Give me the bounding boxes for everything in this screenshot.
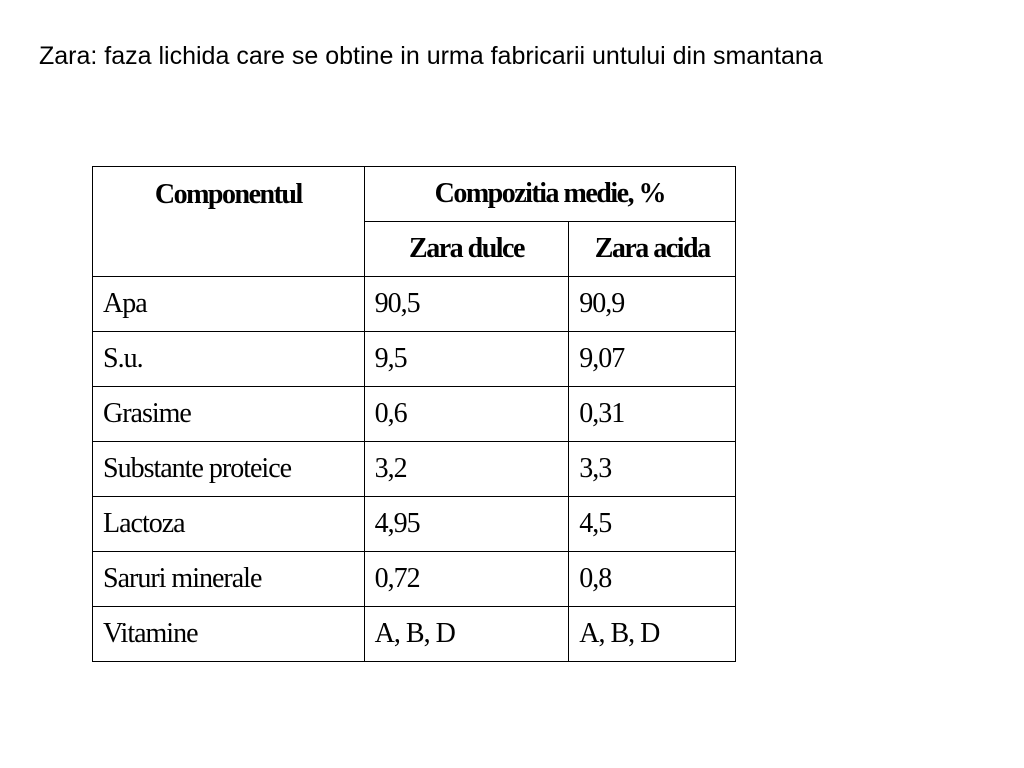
cell-component: Saruri minerale (93, 552, 365, 607)
cell-sweet: 90,5 (364, 277, 569, 332)
table-row (93, 442, 736, 497)
cell-acid: 90,9 (569, 277, 736, 332)
cell-sweet: 3,2 (364, 442, 569, 497)
cell-component: Substante proteice (93, 442, 365, 497)
cell-sweet: 4,95 (364, 497, 569, 552)
header-row-1 (93, 167, 736, 222)
cell-sweet: 0,72 (364, 552, 569, 607)
cell-sweet: A, B, D (364, 607, 569, 662)
cell-acid: A, B, D (569, 607, 736, 662)
cell-sweet: 0,6 (364, 387, 569, 442)
cell-component: Lactoza (93, 497, 365, 552)
cell-acid: 0,31 (569, 387, 736, 442)
cell-component: Apa (93, 277, 365, 332)
cell-component: Grasime (93, 387, 365, 442)
composition-table (92, 166, 736, 662)
intro-text: Zara: faza lichida care se obtine in urma fabricarii untului din smantana (39, 42, 823, 70)
header-component: Componentul (93, 167, 365, 277)
table-row (93, 332, 736, 387)
table-row (93, 552, 736, 607)
table-row (93, 387, 736, 442)
cell-component: Vitamine (93, 607, 365, 662)
cell-acid: 0,8 (569, 552, 736, 607)
header-sweet: Zara dulce (364, 222, 569, 277)
table-row (93, 607, 736, 662)
header-acid: Zara acida (569, 222, 736, 277)
cell-acid: 3,3 (569, 442, 736, 497)
cell-acid: 9,07 (569, 332, 736, 387)
cell-acid: 4,5 (569, 497, 736, 552)
cell-sweet: 9,5 (364, 332, 569, 387)
cell-component: S.u. (93, 332, 365, 387)
table-row (93, 497, 736, 552)
header-composition: Compozitia medie, % (364, 167, 735, 222)
table-row (93, 277, 736, 332)
